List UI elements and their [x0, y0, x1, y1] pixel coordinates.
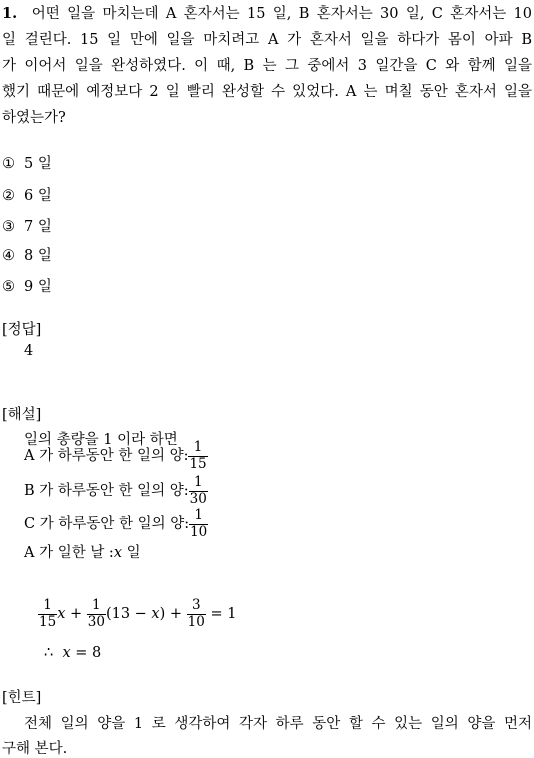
rate-a-fraction: [188, 440, 207, 472]
answer-value: 4: [24, 343, 34, 359]
eq-rhs: = 1: [205, 606, 237, 623]
choice-4-mark: ④: [2, 248, 15, 264]
question-line-3: 가 이어서 일을 완성하였다. 이 때, B 는 그 중에서 3 일간을 C 와 함께 일을: [2, 58, 532, 74]
eq-plus-2: +: [165, 606, 187, 623]
answer-heading: [정답]: [2, 322, 42, 338]
rate-a: [24, 440, 208, 472]
a-days-label: A 가 일한 날 :: [24, 545, 114, 561]
choice-3: [2, 215, 52, 236]
result-rest: = 8: [70, 645, 102, 661]
choice-4-text: 8 일: [24, 248, 52, 264]
eq-frac-2-num: 1: [92, 597, 101, 613]
rate-b-den: 30: [189, 490, 207, 507]
explanation-heading: [해설]: [2, 407, 42, 423]
hint-line-2: 구해 본다.: [2, 741, 68, 757]
question-line-5: 하였는가?: [2, 110, 66, 126]
choice-1-text: 5 일: [24, 156, 52, 172]
rate-c-label: C 가 하루동안 한 일의 양:: [24, 516, 190, 533]
eq-x-2: x: [151, 606, 160, 623]
eq-frac-1: [38, 598, 57, 630]
choice-2: [2, 184, 52, 205]
eq-frac-2-den: 30: [87, 613, 105, 630]
choice-3-text: 7 일: [24, 219, 52, 235]
question-line-4: 했기 때문에 예정보다 2 일 빨리 완성할 수 있었다. A 는 며칠 동안 혼자서 일을: [2, 84, 532, 100]
choice-1: [2, 152, 52, 173]
question-line-2: 일 걸린다. 15 일 만에 일을 마치려고 A 가 혼자서 일을 하다가 몸이 아파 B: [2, 32, 532, 48]
choice-3-mark: ③: [2, 219, 15, 235]
a-days-unit: 일: [122, 545, 141, 561]
rate-b-num: 1: [193, 474, 203, 490]
result-line: [44, 645, 101, 661]
choice-5-text: 9 일: [24, 279, 52, 295]
equation: [38, 598, 236, 630]
therefore-symbol: ∴: [44, 645, 54, 661]
choice-2-text: 6 일: [24, 188, 52, 204]
choice-1-mark: ①: [2, 156, 15, 172]
rate-c: [24, 508, 208, 540]
result-var: x: [62, 645, 71, 661]
rate-a-den: 15: [189, 455, 207, 472]
rate-b-fraction: [189, 475, 208, 507]
question-line-1: [2, 2, 532, 23]
rate-b: [24, 475, 208, 507]
choice-5: [2, 275, 52, 296]
a-days-line: [24, 541, 141, 562]
question-text-1: 어떤 일을 마치는데 A 혼자서는 15 일, B 혼자서는 30 일, C 혼자서는 10: [31, 6, 532, 22]
eq-frac-3-den: 10: [187, 613, 205, 630]
eq-paren-open: (13 −: [105, 606, 152, 623]
a-days-var: x: [113, 545, 123, 561]
question-number: 1.: [2, 5, 18, 22]
hint-line-1: 전체 일의 양을 1 로 생각하여 각자 하루 동안 할 수 있는 일의 양을 먼저: [24, 716, 532, 732]
explanation-intro: 일의 총량을 1 이라 하면: [24, 432, 178, 448]
eq-frac-3: [187, 598, 206, 630]
rate-a-num: 1: [193, 439, 203, 455]
rate-c-fraction: [189, 508, 208, 540]
rate-a-label: A 가 하루동안 한 일의 양:: [24, 448, 189, 465]
eq-x-1: x: [57, 606, 66, 623]
choice-2-mark: ②: [2, 188, 15, 204]
rate-c-den: 10: [190, 523, 208, 540]
eq-frac-2: [87, 598, 106, 630]
eq-frac-3-num: 3: [191, 597, 201, 613]
rate-c-num: 1: [194, 507, 203, 523]
choice-5-mark: ⑤: [2, 279, 15, 295]
choice-4: [2, 244, 52, 265]
rate-b-label: B 가 하루동안 한 일의 양:: [24, 483, 189, 500]
eq-frac-1-den: 15: [39, 613, 57, 630]
eq-plus-1: +: [65, 606, 87, 623]
eq-frac-1-num: 1: [43, 597, 52, 613]
hint-heading: [힌트]: [2, 690, 42, 706]
eq-paren-close: ): [159, 606, 166, 623]
